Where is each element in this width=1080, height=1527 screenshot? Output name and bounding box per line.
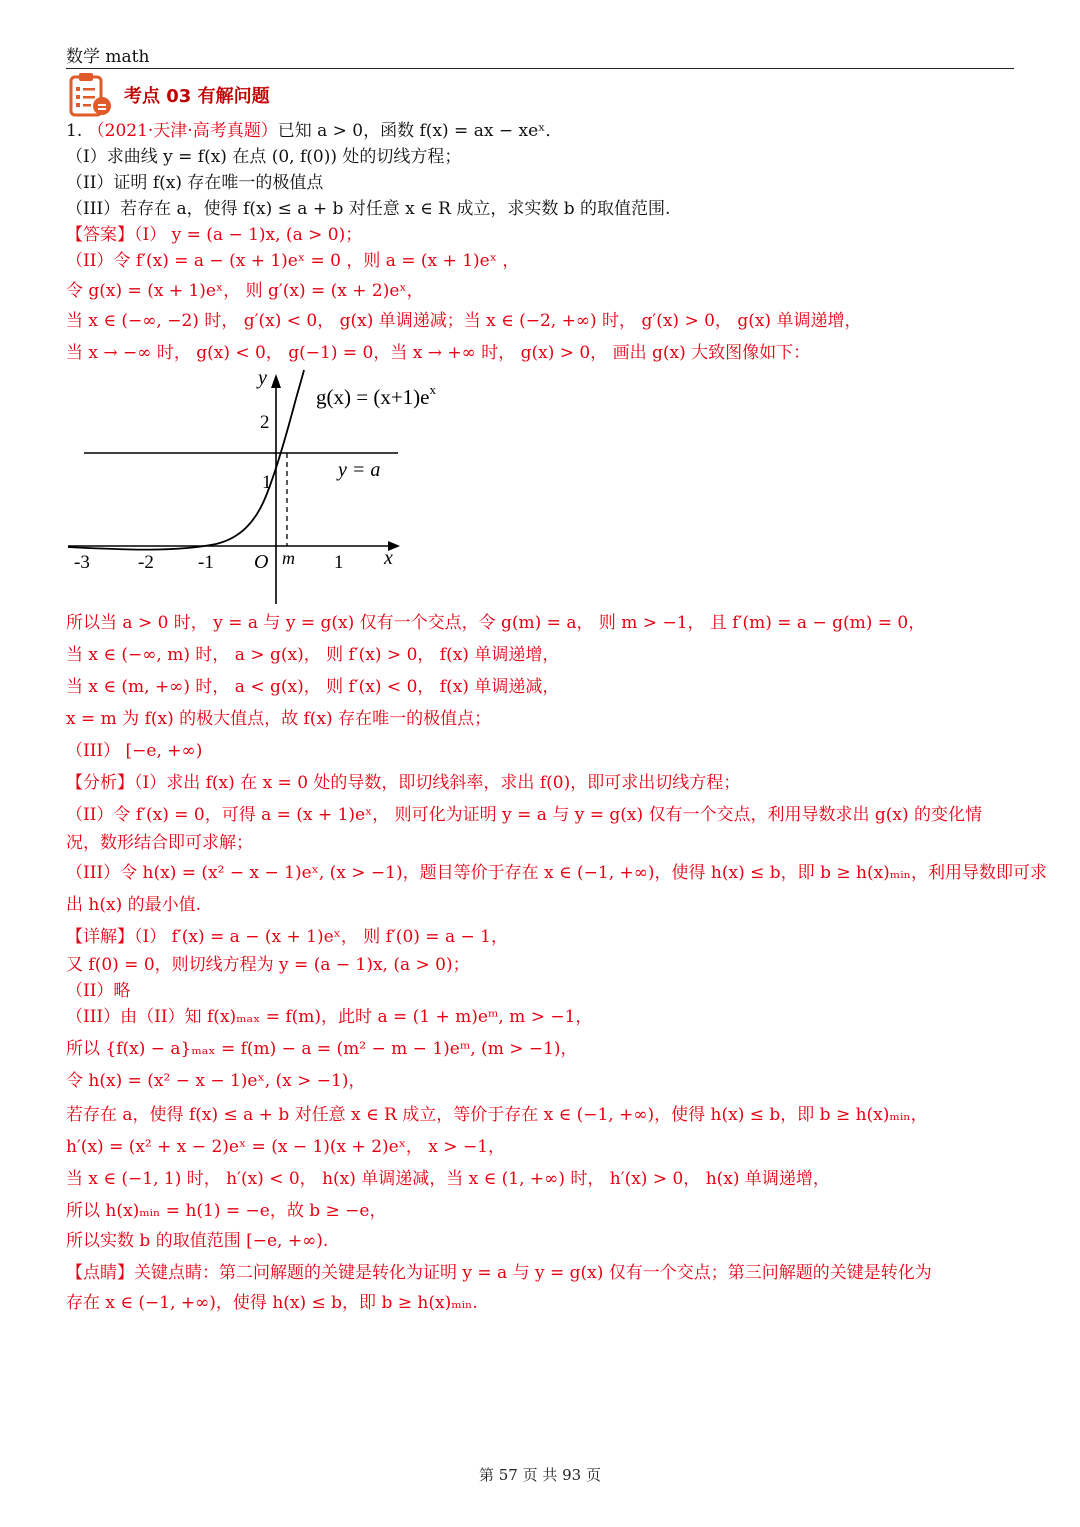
y-axis-label: y	[258, 367, 267, 389]
text-line: （II）令 f′(x) = 0，可得 a = (x + 1)eˣ， 则可化为证明 y = a 与 y = g(x) 仅有一个交点，利用导数求出 g(x) 的变化情	[66, 805, 983, 825]
text-line: 【详解】（I） f′(x) = a − (x + 1)eˣ， 则 f′(0) = a − 1，	[66, 927, 508, 947]
page-header	[66, 42, 1014, 69]
section-heading	[66, 70, 466, 120]
clipboard-list-icon	[66, 70, 114, 118]
text-line: 所以 h(x)ₘᵢₙ = h(1) = −e，故 b ≥ −e，	[66, 1201, 387, 1221]
text-line: 所以当 a > 0 时， y = a 与 y = g(x) 仅有一个交点，令 g(m) = a， 则 m > −1， 且 f′(m) = a − g(m) = 0，	[66, 613, 926, 633]
text-segment: 1.	[66, 121, 88, 141]
text-line: 存在 x ∈ (−1, +∞)，使得 h(x) ≤ b，即 b ≥ h(x)ₘᵢₙ.	[66, 1293, 478, 1313]
function-graph	[66, 366, 436, 606]
text-line: （I）求曲线 y = f(x) 在点 (0, f(0)) 处的切线方程；	[66, 147, 462, 167]
x-axis-label: x	[384, 547, 393, 569]
text-segment: 已知 a > 0，函数 f(x) = ax − xeˣ．	[277, 121, 563, 141]
line-label: y = a	[338, 459, 381, 481]
x-tick-neg3: -3	[74, 552, 90, 573]
text-line: h′(x) = (x² + x − 2)eˣ = (x − 1)(x + 2)eˣ， x > −1，	[66, 1137, 506, 1157]
subject-label: 数学 math	[66, 47, 150, 67]
text-line: 又 f(0) = 0，则切线方程为 y = (a − 1)x, (a > 0)；	[66, 955, 470, 975]
y-tick-1: 1	[262, 472, 272, 493]
x-tick-1: 1	[334, 552, 344, 573]
text-line: 当 x → −∞ 时， g(x) < 0， g(−1) = 0，当 x → +∞ 时， g(x) > 0， 画出 g(x) 大致图像如下：	[66, 343, 811, 363]
curve-label	[316, 382, 436, 409]
text-line: 所以 {f(x) − a}ₘₐₓ = f(m) − a = (m² − m − 1)eᵐ, (m > −1)，	[66, 1039, 578, 1059]
text-line: （II）略	[66, 981, 131, 1001]
text-line: 所以实数 b 的取值范围 [−e, +∞).	[66, 1231, 329, 1251]
origin-label: O	[254, 551, 269, 573]
curve-g	[68, 370, 304, 550]
curve-label-sup: x	[429, 382, 436, 397]
m-label: m	[282, 548, 295, 568]
text-segment: （2021·天津·高考真题）	[87, 121, 278, 141]
text-line: （III）若存在 a，使得 f(x) ≤ a + b 对任意 x ∈ R 成立，求实数 b 的取值范围.	[66, 199, 671, 219]
text-line: （III）由（II）知 f(x)ₘₐₓ = f(m)，此时 a = (1 + m)eᵐ, m > −1，	[66, 1007, 593, 1027]
text-line: 令 g(x) = (x + 1)eˣ， 则 g′(x) = (x + 2)eˣ，	[66, 281, 424, 301]
text-line: 出 h(x) 的最小值.	[66, 895, 202, 915]
text-line: 令 h(x) = (x² − x − 1)eˣ, (x > −1)，	[66, 1071, 366, 1091]
text-line: （III）令 h(x) = (x² − x − 1)eˣ, (x > −1)，题目等价于存在 x ∈ (−1, +∞)，使得 h(x) ≤ b，即 b ≥ h(x)ₘᵢₙ，利用导数即可求	[66, 863, 1048, 883]
text-line: 当 x ∈ (−∞, m) 时， a > g(x)， 则 f′(x) > 0， f(x) 单调递增，	[66, 645, 560, 665]
y-axis-arrow	[271, 374, 281, 388]
text-line: 【答案】（I） y = (a − 1)x, (a > 0)；	[66, 225, 363, 245]
text-line: 当 x ∈ (m, +∞) 时， a < g(x)， 则 f′(x) < 0， f(x) 单调递减，	[66, 677, 560, 697]
text-line: （III） [−e, +∞)	[66, 741, 203, 761]
x-tick-neg2: -2	[138, 552, 154, 573]
text-line: 【点睛】关键点睛：第二问解题的关键是转化为证明 y = a 与 y = g(x) 仅有一个交点；第三问解题的关键是转化为	[66, 1263, 932, 1283]
text-line: 【分析】（I）求出 f(x) 在 x = 0 处的导数，即切线斜率，求出 f(0)，即可求出切线方程；	[66, 773, 741, 793]
curve-label-main: g(x) = (x+1)e	[316, 385, 430, 409]
page-footer: 第 57 页 共 93 页	[478, 1466, 601, 1484]
text-line: 况，数形结合即可求解；	[66, 833, 253, 853]
section-title: 考点 03 有解问题	[124, 86, 270, 107]
text-line	[66, 118, 1016, 144]
text-line: x = m 为 f(x) 的极大值点，故 f(x) 存在唯一的极值点；	[66, 709, 492, 729]
text-line: （II）证明 f(x) 存在唯一的极值点	[66, 173, 324, 193]
y-tick-2: 2	[260, 412, 270, 433]
x-tick-neg1: -1	[198, 552, 214, 573]
text-line: 若存在 a，使得 f(x) ≤ a + b 对任意 x ∈ R 成立，等价于存在 x ∈ (−1, +∞)，使得 h(x) ≤ b，即 b ≥ h(x)ₘᵢₙ，	[66, 1105, 928, 1125]
text-line: （II）令 f′(x) = a − (x + 1)eˣ = 0 ，则 a = (x + 1)eˣ ，	[66, 251, 520, 271]
text-line: 当 x ∈ (−1, 1) 时， h′(x) < 0， h(x) 单调递减，当 x ∈ (1, +∞) 时， h′(x) > 0， h(x) 单调递增，	[66, 1169, 830, 1189]
text-line: 当 x ∈ (−∞, −2) 时， g′(x) < 0， g(x) 单调递减；当 x ∈ (−2, +∞) 时， g′(x) > 0， g(x) 单调递增，	[66, 311, 862, 331]
